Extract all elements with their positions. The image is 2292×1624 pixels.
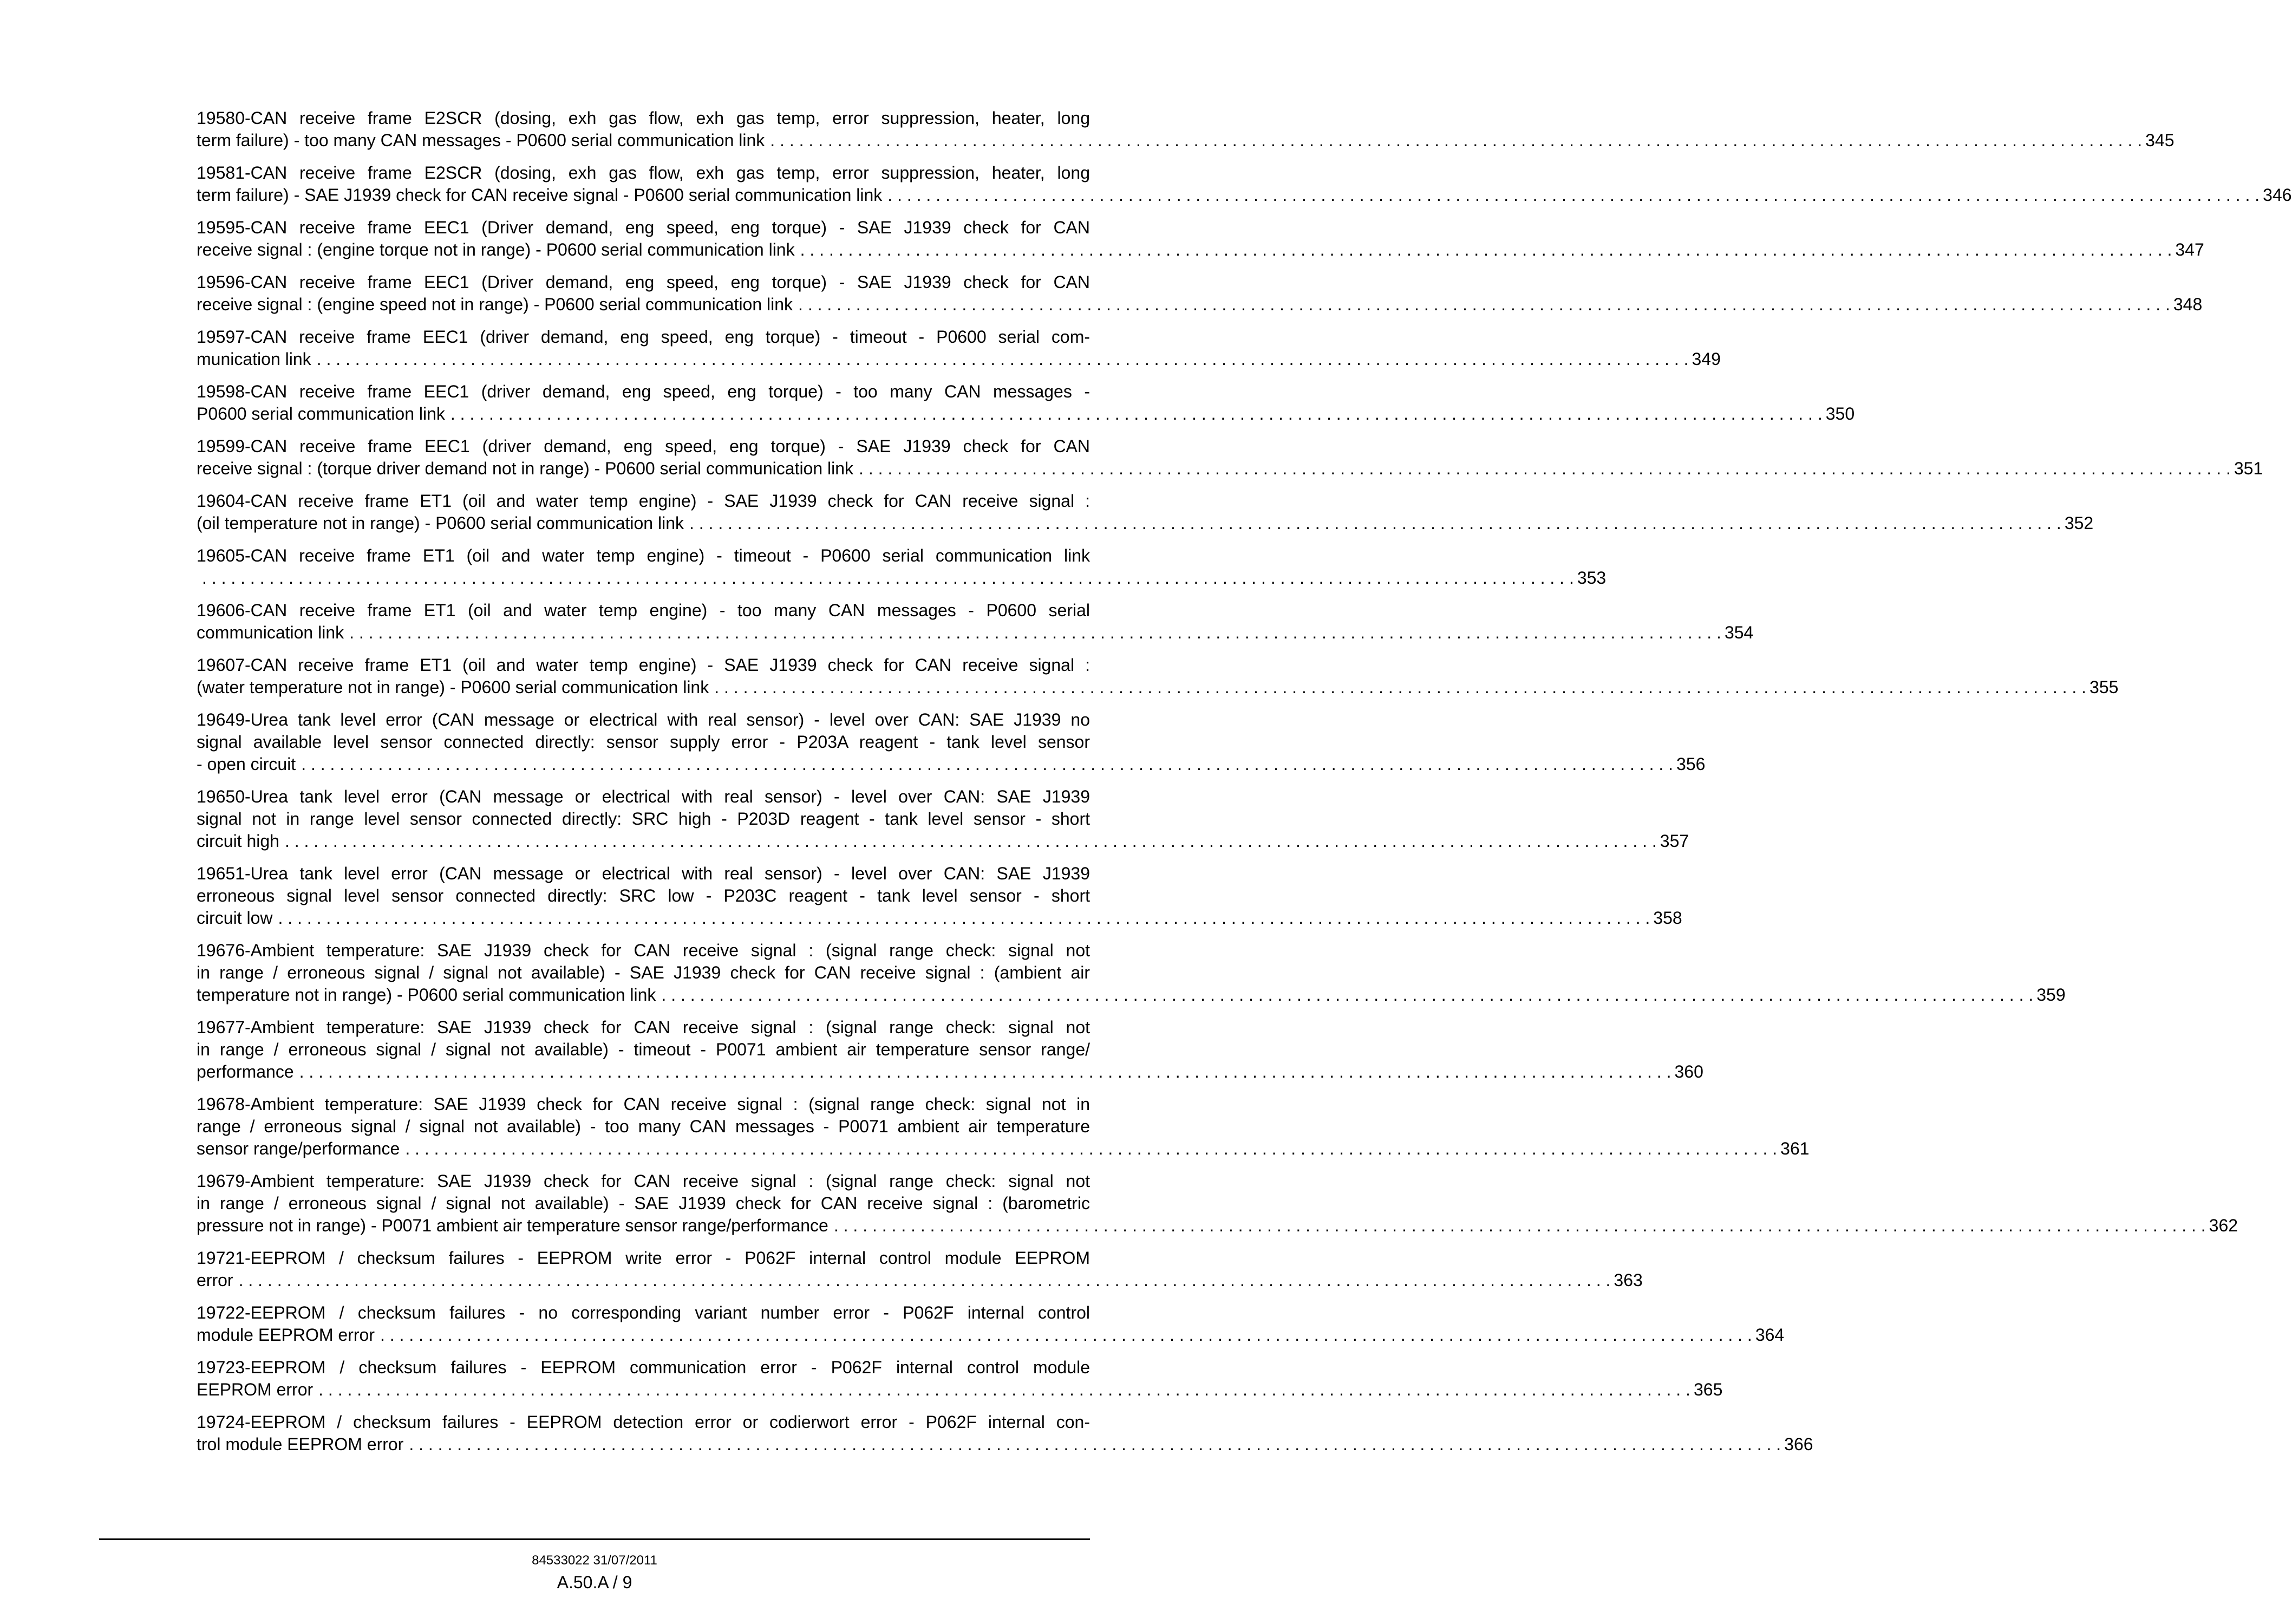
- toc-entry[interactable]: [197, 709, 1706, 775]
- toc-entry-text: 19679-Ambient temperature: SAE J1939 check for CAN receive signal : (signal range check: signal not: [197, 1171, 1090, 1191]
- toc-entry-text: receive signal : (torque driver demand not in range) - P0600 serial communication link: [197, 459, 854, 478]
- dot-leader: . . . . . . . . . . . . . . . . . . . . . . . . . . . . . . . . . . . . . . . . . . . . . . . . . . . . . . . . . . . . . . . . . . . . . . . . . . . . . . . . . . . . . . . . . . . . . . . . . . . . . . . . . . . . . . . . . . . . . . . . . . . . . . . . . . . . . . . . . . . . . . .: [798, 295, 2170, 314]
- toc-entry-page-number: 346: [2263, 185, 2292, 205]
- toc-entry-page-number: 361: [1780, 1139, 1810, 1158]
- toc-entry-text: 19606-CAN receive frame ET1 (oil and water temp engine) - too many CAN messages - P0600 serial: [197, 601, 1090, 620]
- toc-entry[interactable]: [197, 1302, 1785, 1346]
- footer-document-reference: 84533022 31/07/2011: [532, 1553, 657, 1568]
- toc-entry-text: signal not in range level sensor connected directly: SRC high - P203D reagent - tank level sensor - short: [197, 809, 1090, 829]
- dot-leader: . . . . . . . . . . . . . . . . . . . . . . . . . . . . . . . . . . . . . . . . . . . . . . . . . . . . . . . . . . . . . . . . . . . . . . . . . . . . . . . . . . . . . . . . . . . . . . . . . . . . . . . . . . . . . . . . . . . . . . . . . . . . . . . . . . . . . . . . . . . . . . .: [301, 754, 1674, 774]
- toc-entry-page-number: 347: [2175, 240, 2204, 259]
- dot-leader: . . . . . . . . . . . . . . . . . . . . . . . . . . . . . . . . . . . . . . . . . . . . . . . . . . . . . . . . . . . . . . . . . . . . . . . . . . . . . . . . . . . . . . . . . . . . . . . . . . . . . . . . . . . . . . . . . . . . . . . . . . . . . . . . . . . . . . . . . . . . . . .: [714, 677, 2087, 697]
- toc-entry-page-number: 356: [1676, 754, 1706, 774]
- toc-entry-text: erroneous signal level sensor connected directly: SRC low - P203C reagent - tank level sensor - short: [197, 886, 1090, 905]
- toc-entry-text: munication link: [197, 349, 311, 369]
- toc-entry[interactable]: [197, 435, 2263, 480]
- toc-entry-page-number: 365: [1693, 1380, 1723, 1399]
- toc-entry-text: 19595-CAN receive frame EEC1 (Driver demand, eng speed, eng torque) - SAE J1939 check for CAN: [197, 218, 1090, 237]
- toc-entry-text: 19605-CAN receive frame ET1 (oil and water temp engine) - timeout - P0600 serial communication link: [197, 546, 1090, 565]
- dot-leader: . . . . . . . . . . . . . . . . . . . . . . . . . . . . . . . . . . . . . . . . . . . . . . . . . . . . . . . . . . . . . . . . . . . . . . . . . . . . . . . . . . . . . . . . . . . . . . . . . . . . . . . . . . . . . . . . . . . . . . . . . . . . . . . . . . . . . . . . . . . . . . .: [299, 1062, 1671, 1081]
- dot-leader: . . . . . . . . . . . . . . . . . . . . . . . . . . . . . . . . . . . . . . . . . . . . . . . . . . . . . . . . . . . . . . . . . . . . . . . . . . . . . . . . . . . . . . . . . . . . . . . . . . . . . . . . . . . . . . . . . . . . . . . . . . . . . . . . . . . . . . . . . . . . . . .: [859, 459, 2231, 478]
- toc-entry-page-number: 366: [1784, 1434, 1813, 1454]
- toc-entry-text: term failure) - SAE J1939 check for CAN receive signal - P0600 serial communication link: [197, 185, 883, 205]
- toc-entry-text: 19649-Urea tank level error (CAN message or electrical with real sensor) - level over CAN: SAE J1939 no: [197, 710, 1090, 729]
- dot-leader: . . . . . . . . . . . . . . . . . . . . . . . . . . . . . . . . . . . . . . . . . . . . . . . . . . . . . . . . . . . . . . . . . . . . . . . . . . . . . . . . . . . . . . . . . . . . . . . . . . . . . . . . . . . . . . . . . . . . . . . . . . . . . . . . . . . . . . . . . . . . . . .: [202, 568, 1574, 588]
- toc-entry-page-number: 352: [2064, 513, 2094, 533]
- dot-leader: . . . . . . . . . . . . . . . . . . . . . . . . . . . . . . . . . . . . . . . . . . . . . . . . . . . . . . . . . . . . . . . . . . . . . . . . . . . . . . . . . . . . . . . . . . . . . . . . . . . . . . . . . . . . . . . . . . . . . . . . . . . . . . . . . . . . . . . . . . . . . . .: [661, 985, 2034, 1005]
- toc-entry-text: communication link: [197, 623, 344, 642]
- toc-entry-text: 19599-CAN receive frame EEC1 (driver demand, eng speed, eng torque) - SAE J1939 check for CAN: [197, 436, 1090, 456]
- dot-leader: . . . . . . . . . . . . . . . . . . . . . . . . . . . . . . . . . . . . . . . . . . . . . . . . . . . . . . . . . . . . . . . . . . . . . . . . . . . . . . . . . . . . . . . . . . . . . . . . . . . . . . . . . . . . . . . . . . . . . . . . . . . . . . . . . . . . . . . . . . . . . . .: [278, 908, 1650, 928]
- toc-entry-text: circuit high: [197, 831, 279, 851]
- toc-entry-text: P0600 serial communication link: [197, 404, 445, 423]
- toc-entry-page-number: 351: [2234, 459, 2263, 478]
- toc-entry[interactable]: [197, 1093, 1810, 1160]
- dot-leader: . . . . . . . . . . . . . . . . . . . . . . . . . . . . . . . . . . . . . . . . . . . . . . . . . . . . . . . . . . . . . . . . . . . . . . . . . . . . . . . . . . . . . . . . . . . . . . . . . . . . . . . . . . . . . . . . . . . . . . . . . . . . . . . . . . . . . . . . . . . . . . .: [770, 131, 2143, 150]
- toc-entry-text: 19678-Ambient temperature: SAE J1939 check for CAN receive signal : (signal range check: signal not in: [197, 1094, 1090, 1114]
- toc-entry[interactable]: [197, 381, 1855, 425]
- toc-entry-page-number: 359: [2036, 985, 2066, 1005]
- toc-entry[interactable]: [197, 786, 1689, 852]
- toc-entry-page-number: 353: [1577, 568, 1607, 588]
- toc-entry-text: performance: [197, 1062, 294, 1081]
- toc-entry-text: in range / erroneous signal / signal not available) - SAE J1939 check for CAN receive signal : (ambient air: [197, 963, 1090, 982]
- toc-entry[interactable]: [197, 1356, 1723, 1401]
- toc-entry-text: EEPROM error: [197, 1380, 314, 1399]
- toc-entry-text: 19607-CAN receive frame ET1 (oil and water temp engine) - SAE J1939 check for CAN receive signal :: [197, 655, 1090, 675]
- toc-entry-text: sensor range/performance: [197, 1139, 400, 1158]
- toc-entry-page-number: 362: [2209, 1216, 2238, 1235]
- toc-entry[interactable]: [197, 1247, 1643, 1292]
- toc-entry-text: signal available level sensor connected directly: sensor supply error - P203A reagent - tank level sensor: [197, 732, 1090, 752]
- toc-entry-page-number: 348: [2173, 295, 2203, 314]
- toc-entry[interactable]: [197, 1411, 1813, 1456]
- dot-leader: . . . . . . . . . . . . . . . . . . . . . . . . . . . . . . . . . . . . . . . . . . . . . . . . . . . . . . . . . . . . . . . . . . . . . . . . . . . . . . . . . . . . . . . . . . . . . . . . . . . . . . . . . . . . . . . . . . . . . . . . . . . . . . . . . . . . . . . . . . . . . . .: [380, 1325, 1752, 1345]
- toc-entry-text: 19721-EEPROM / checksum failures - EEPROM write error - P062F internal control module EEPROM: [197, 1248, 1090, 1268]
- toc-entry-text: module EEPROM error: [197, 1325, 375, 1345]
- toc-entry[interactable]: [197, 940, 2066, 1006]
- toc-entry-text: 19723-EEPROM / checksum failures - EEPROM communication error - P062F internal control module: [197, 1358, 1090, 1377]
- dot-leader: . . . . . . . . . . . . . . . . . . . . . . . . . . . . . . . . . . . . . . . . . . . . . . . . . . . . . . . . . . . . . . . . . . . . . . . . . . . . . . . . . . . . . . . . . . . . . . . . . . . . . . . . . . . . . . . . . . . . . . . . . . . . . . . . . . . . . . . . . . . . . . .: [833, 1216, 2206, 1235]
- toc-entry-page-number: 358: [1653, 908, 1682, 928]
- toc-entry-page-number: 345: [2145, 131, 2175, 150]
- toc-entry-text: 19597-CAN receive frame EEC1 (driver demand, eng speed, eng torque) - timeout - P0600 serial com-: [197, 327, 1090, 347]
- toc-entry[interactable]: [197, 863, 1682, 929]
- dot-leader: . . . . . . . . . . . . . . . . . . . . . . . . . . . . . . . . . . . . . . . . . . . . . . . . . . . . . . . . . . . . . . . . . . . . . . . . . . . . . . . . . . . . . . . . . . . . . . . . . . . . . . . . . . . . . . . . . . . . . . . . . . . . . . . . . . . . . . . . . . . . . . .: [689, 513, 2061, 533]
- toc-entry[interactable]: [197, 217, 2204, 261]
- toc-entry-text: 19650-Urea tank level error (CAN message or electrical with real sensor) - level over CAN: SAE J1939: [197, 787, 1090, 806]
- toc-entry[interactable]: [197, 326, 1721, 370]
- dot-leader: . . . . . . . . . . . . . . . . . . . . . . . . . . . . . . . . . . . . . . . . . . . . . . . . . . . . . . . . . . . . . . . . . . . . . . . . . . . . . . . . . . . . . . . . . . . . . . . . . . . . . . . . . . . . . . . . . . . . . . . . . . . . . . . . . . . . . . . . . . . . . . .: [316, 349, 1689, 369]
- dot-leader: . . . . . . . . . . . . . . . . . . . . . . . . . . . . . . . . . . . . . . . . . . . . . . . . . . . . . . . . . . . . . . . . . . . . . . . . . . . . . . . . . . . . . . . . . . . . . . . . . . . . . . . . . . . . . . . . . . . . . . . . . . . . . . . . . . . . . . . . . . . . . . .: [409, 1434, 1781, 1454]
- toc-entry-text: - open circuit: [197, 754, 296, 774]
- toc-entry-page-number: 364: [1755, 1325, 1785, 1345]
- footer-page-number: A.50.A / 9: [557, 1573, 632, 1592]
- toc-entry-page-number: 354: [1724, 623, 1754, 642]
- toc-entry[interactable]: [197, 162, 2292, 206]
- toc-entry-text: in range / erroneous signal / signal not available) - timeout - P0071 ambient air temperature sensor range/: [197, 1040, 1090, 1059]
- table-of-contents: [197, 107, 2292, 1466]
- toc-entry-text: 19651-Urea tank level error (CAN message or electrical with real sensor) - level over CAN: SAE J1939: [197, 864, 1090, 883]
- toc-entry-page-number: 357: [1660, 831, 1689, 851]
- toc-entry[interactable]: [197, 545, 1607, 589]
- toc-entry-page-number: 349: [1692, 349, 1721, 369]
- dot-leader: . . . . . . . . . . . . . . . . . . . . . . . . . . . . . . . . . . . . . . . . . . . . . . . . . . . . . . . . . . . . . . . . . . . . . . . . . . . . . . . . . . . . . . . . . . . . . . . . . . . . . . . . . . . . . . . . . . . . . . . . . . . . . . . . . . . . . . . . . . . . . . .: [405, 1139, 1778, 1158]
- toc-entry-page-number: 360: [1674, 1062, 1703, 1081]
- page-footer: [99, 1538, 1090, 1592]
- dot-leader: . . . . . . . . . . . . . . . . . . . . . . . . . . . . . . . . . . . . . . . . . . . . . . . . . . . . . . . . . . . . . . . . . . . . . . . . . . . . . . . . . . . . . . . . . . . . . . . . . . . . . . . . . . . . . . . . . . . . . . . . . . . . . . . . . . . . . . . . . . . . . . .: [318, 1380, 1690, 1399]
- toc-entry-text: temperature not in range) - P0600 serial communication link: [197, 985, 656, 1005]
- toc-entry-page-number: 350: [1825, 404, 1855, 423]
- toc-entry-text: range / erroneous signal / signal not available) - too many CAN messages - P0071 ambient air temperature: [197, 1117, 1090, 1136]
- toc-entry[interactable]: [197, 107, 2175, 152]
- toc-entry-text: 19604-CAN receive frame ET1 (oil and water temp engine) - SAE J1939 check for CAN receive signal :: [197, 491, 1090, 511]
- toc-entry-text: in range / erroneous signal / signal not available) - SAE J1939 check for CAN receive signal : (barometric: [197, 1193, 1090, 1213]
- toc-entry-text: trol module EEPROM error: [197, 1434, 404, 1454]
- dot-leader: . . . . . . . . . . . . . . . . . . . . . . . . . . . . . . . . . . . . . . . . . . . . . . . . . . . . . . . . . . . . . . . . . . . . . . . . . . . . . . . . . . . . . . . . . . . . . . . . . . . . . . . . . . . . . . . . . . . . . . . . . . . . . . . . . . . . . . . . . . . . . . .: [800, 240, 2172, 259]
- toc-entry-text: 19598-CAN receive frame EEC1 (driver demand, eng speed, eng torque) - too many CAN messages -: [197, 382, 1090, 401]
- toc-entry-text: 19580-CAN receive frame E2SCR (dosing, exh gas flow, exh gas temp, error suppression, heater, long: [197, 108, 1090, 128]
- toc-entry-text: 19676-Ambient temperature: SAE J1939 check for CAN receive signal : (signal range check: signal not: [197, 941, 1090, 960]
- toc-entry[interactable]: [197, 271, 2203, 316]
- dot-leader: . . . . . . . . . . . . . . . . . . . . . . . . . . . . . . . . . . . . . . . . . . . . . . . . . . . . . . . . . . . . . . . . . . . . . . . . . . . . . . . . . . . . . . . . . . . . . . . . . . . . . . . . . . . . . . . . . . . . . . . . . . . . . . . . . . . . . . . . . . . . . . .: [450, 404, 1823, 423]
- toc-entry-text: 19596-CAN receive frame EEC1 (Driver demand, eng speed, eng torque) - SAE J1939 check for CAN: [197, 272, 1090, 292]
- toc-entry-page-number: 363: [1614, 1270, 1643, 1290]
- toc-entry-text: (water temperature not in range) - P0600 serial communication link: [197, 677, 709, 697]
- toc-entry-text: (oil temperature not in range) - P0600 serial communication link: [197, 513, 684, 533]
- dot-leader: . . . . . . . . . . . . . . . . . . . . . . . . . . . . . . . . . . . . . . . . . . . . . . . . . . . . . . . . . . . . . . . . . . . . . . . . . . . . . . . . . . . . . . . . . . . . . . . . . . . . . . . . . . . . . . . . . . . . . . . . . . . . . . . . . . . . . . . . . . . . . . .: [349, 623, 1721, 642]
- toc-entry[interactable]: [197, 1170, 2238, 1237]
- toc-entry[interactable]: [197, 654, 2119, 699]
- toc-entry[interactable]: [197, 599, 1754, 644]
- toc-entry-text: circuit low: [197, 908, 273, 928]
- toc-entry-text: 19722-EEPROM / checksum failures - no corresponding variant number error - P062F internal control: [197, 1303, 1090, 1322]
- toc-entry-text: receive signal : (engine torque not in range) - P0600 serial communication link: [197, 240, 795, 259]
- toc-entry[interactable]: [197, 1016, 1703, 1083]
- toc-entry-text: pressure not in range) - P0071 ambient air temperature sensor range/performance: [197, 1216, 828, 1235]
- toc-entry[interactable]: [197, 490, 2094, 534]
- toc-entry-text: 19677-Ambient temperature: SAE J1939 check for CAN receive signal : (signal range check: signal not: [197, 1018, 1090, 1037]
- dot-leader: . . . . . . . . . . . . . . . . . . . . . . . . . . . . . . . . . . . . . . . . . . . . . . . . . . . . . . . . . . . . . . . . . . . . . . . . . . . . . . . . . . . . . . . . . . . . . . . . . . . . . . . . . . . . . . . . . . . . . . . . . . . . . . . . . . . . . . . . . . . . . . .: [284, 831, 1657, 851]
- dot-leader: . . . . . . . . . . . . . . . . . . . . . . . . . . . . . . . . . . . . . . . . . . . . . . . . . . . . . . . . . . . . . . . . . . . . . . . . . . . . . . . . . . . . . . . . . . . . . . . . . . . . . . . . . . . . . . . . . . . . . . . . . . . . . . . . . . . . . . . . . . . . . . .: [238, 1270, 1611, 1290]
- toc-entry-text: error: [197, 1270, 233, 1290]
- toc-entry-text: term failure) - too many CAN messages - P0600 serial communication link: [197, 131, 765, 150]
- toc-entry-text: 19724-EEPROM / checksum failures - EEPROM detection error or codierwort error - P062F internal con-: [197, 1412, 1090, 1432]
- dot-leader: . . . . . . . . . . . . . . . . . . . . . . . . . . . . . . . . . . . . . . . . . . . . . . . . . . . . . . . . . . . . . . . . . . . . . . . . . . . . . . . . . . . . . . . . . . . . . . . . . . . . . . . . . . . . . . . . . . . . . . . . . . . . . . . . . . . . . . . . . . . . . . .: [887, 185, 2260, 205]
- toc-entry-text: receive signal : (engine speed not in range) - P0600 serial communication link: [197, 295, 793, 314]
- toc-entry-text: 19581-CAN receive frame E2SCR (dosing, exh gas flow, exh gas temp, error suppression, heater, long: [197, 163, 1090, 182]
- toc-entry-page-number: 355: [2089, 677, 2119, 697]
